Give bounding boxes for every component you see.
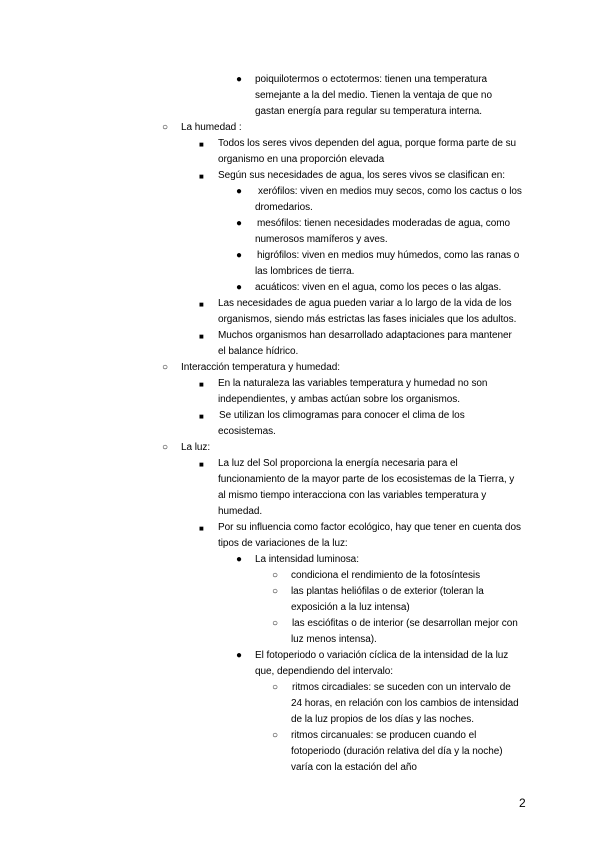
text-line: ritmos circadiales: se suceden con un intervalo de: [292, 682, 511, 693]
bullet-square: ■: [199, 140, 204, 149]
text-line: numerosos mamíferos y aves.: [255, 234, 388, 245]
text-line: organismos, siendo más estrictas las fases iniciales que los adultos.: [218, 314, 517, 325]
text-line: las plantas heliófilas o de exterior (toleran la: [291, 586, 484, 597]
text-line: el balance hídrico.: [218, 346, 299, 357]
bullet-square: ■: [199, 172, 204, 181]
text-line: Todos los seres vivos dependen del agua, porque forma parte de su: [218, 138, 517, 149]
section-heading: Interacción temperatura y humedad:: [181, 362, 340, 373]
text-line: Muchos organismos han desarrollado adaptaciones para mantener: [218, 330, 512, 341]
bullet-disc: ●: [236, 250, 243, 261]
text-line: Las necesidades de agua pueden variar a lo largo de la vida de los: [218, 298, 512, 309]
text-line: La luz del Sol proporciona la energía necesaria para el: [218, 458, 458, 469]
bullet-square: ■: [199, 300, 204, 309]
text-line: las esciófitas o de interior (se desarrollan mejor con: [292, 618, 518, 629]
text-line: Por su influencia como factor ecológico, hay que tener en cuenta dos: [218, 522, 521, 533]
text-line: varía con la estación del año: [291, 762, 417, 773]
bullet-circle: ○: [162, 122, 169, 133]
text-line: que, dependiendo del intervalo:: [255, 666, 394, 677]
bullet-circle: ○: [162, 442, 169, 453]
text-line: independientes, y ambas actúan sobre los organismos.: [218, 394, 460, 405]
text-line: humedad.: [218, 506, 263, 517]
text-line: exposición a la luz intensa): [291, 602, 410, 613]
bullet-circle: ○: [272, 618, 279, 629]
bullet-square: ■: [199, 380, 204, 389]
bullet-disc: ●: [236, 186, 243, 197]
text-line: las lombrices de tierra.: [255, 266, 355, 277]
text-line: xerófilos: viven en medios muy secos, como los cactus o los: [258, 186, 522, 197]
text-line: La intensidad luminosa:: [255, 554, 359, 565]
text-line: ritmos circanuales: se producen cuando el: [291, 730, 477, 741]
bullet-disc: ●: [236, 218, 243, 229]
bullet-disc: ●: [236, 650, 243, 661]
section-heading: La luz:: [181, 442, 211, 453]
text-line: En la naturaleza las variables temperatura y humedad no son: [218, 378, 488, 389]
text-line: acuáticos: viven en el agua, como los peces o las algas.: [255, 282, 502, 293]
bullet-disc: ●: [236, 74, 243, 85]
text-line: condiciona el rendimiento de la fotosíntesis: [291, 570, 481, 581]
text-line: organismo en una proporción elevada: [218, 154, 385, 165]
text-line: higrófilos: viven en medios muy húmedos, como las ranas o: [257, 250, 520, 261]
text-line: de la luz propios de los días y las noches.: [291, 714, 474, 725]
text-line: Se utilizan los climogramas para conocer el clima de los: [219, 410, 465, 421]
page-number: 2: [519, 796, 526, 810]
text-line: gastan energía para regular su temperatura interna.: [255, 106, 483, 117]
bullet-square: ■: [199, 332, 204, 341]
text-line: luz menos intensa).: [291, 634, 377, 645]
bullet-disc: ●: [236, 554, 243, 565]
text-line: poiquilotermos o ectotermos: tienen una temperatura: [255, 74, 488, 85]
bullet-square: ■: [199, 524, 204, 533]
bullet-circle: ○: [272, 730, 279, 741]
text-line: El fotoperiodo o variación cíclica de la intensidad de la luz: [255, 650, 509, 661]
section-heading: La humedad :: [181, 122, 242, 133]
bullet-disc: ●: [236, 282, 243, 293]
text-line: fotoperiodo (duración relativa del día y la noche): [291, 746, 503, 757]
bullet-square: ■: [199, 460, 204, 469]
text-line: tipos de variaciones de la luz:: [218, 538, 348, 549]
bullet-circle: ○: [162, 362, 169, 373]
text-line: 24 horas, en relación con los cambios de intensidad: [291, 698, 519, 709]
bullet-circle: ○: [272, 586, 279, 597]
bullet-square: ■: [199, 412, 204, 421]
text-line: funcionamiento de la mayor parte de los ecosistemas de la Tierra, y: [218, 474, 515, 485]
bullet-circle: ○: [272, 682, 279, 693]
text-line: mesófilos: tienen necesidades moderadas de agua, como: [257, 218, 511, 229]
bullet-circle: ○: [272, 570, 279, 581]
text-line: Según sus necesidades de agua, los seres vivos se clasifican en:: [218, 170, 505, 181]
text-line: semejante a la del medio. Tienen la ventaja de que no: [255, 90, 492, 101]
text-line: al mismo tiempo interacciona con las variables temperatura y: [218, 490, 487, 501]
text-line: dromedarios.: [255, 202, 313, 213]
text-line: ecosistemas.: [218, 426, 276, 437]
